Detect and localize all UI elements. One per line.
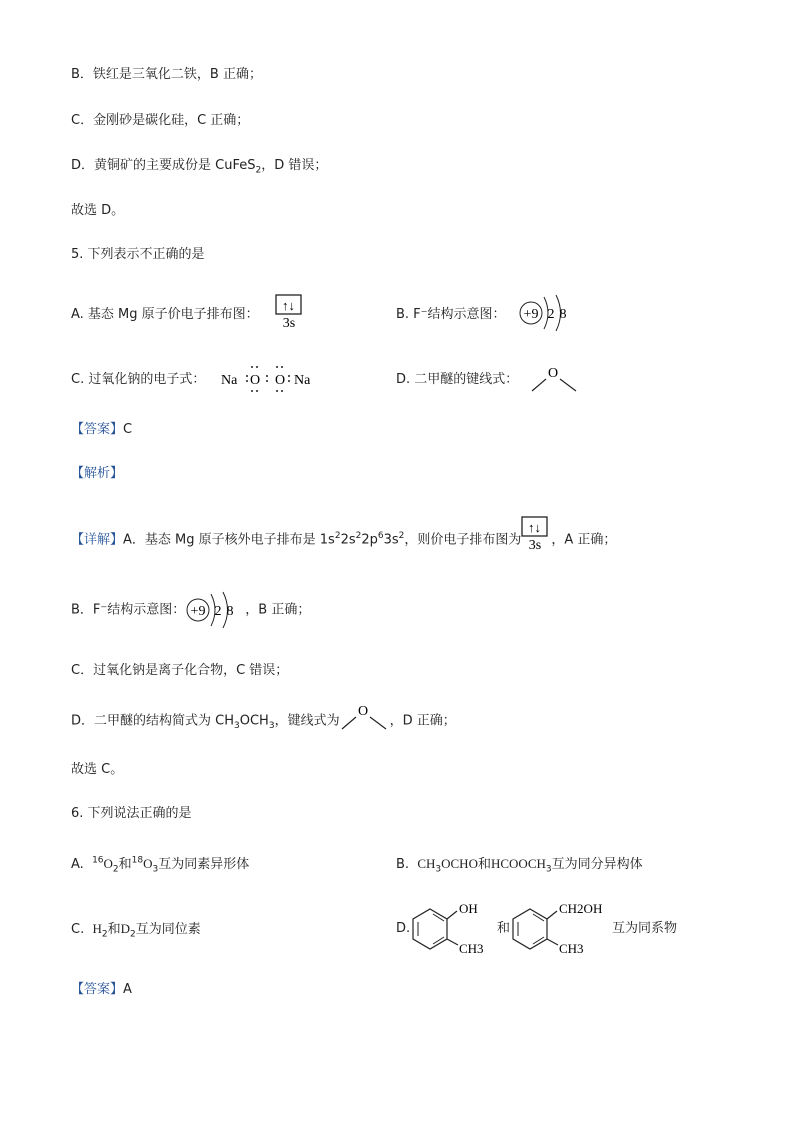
q6-stem: 6. 下列说法正确的是 <box>71 806 192 821</box>
svg-text:Na: Na <box>221 373 238 388</box>
q6-option-b: B. $CH_3OCHO$和$HCOOCH_3$互为同分异构体 <box>396 856 643 875</box>
q5-detail-d: D．二甲醚的结构简式为 $CH_3OCH_3$，键线式为 O ，D 正确； <box>71 704 456 732</box>
q5-detail-c: C．过氧化钠是离子化合物，C 错误； <box>71 663 289 678</box>
svg-text:+9: +9 <box>190 604 206 619</box>
svg-text:CH2OH: CH2OH <box>559 901 603 916</box>
q6-option-c: C. $H_2$和$D_2$互为同位素 <box>71 921 201 940</box>
svg-text:OH: OH <box>459 901 478 916</box>
svg-text:3s: 3s <box>529 538 542 553</box>
svg-text:2: 2 <box>547 307 555 322</box>
q5-detail-b: B．F⁻结构示意图： +9 2 8 ，B 正确； <box>71 601 310 625</box>
orbital-diagram-icon <box>275 294 305 330</box>
svg-text:CH3: CH3 <box>559 941 584 955</box>
svg-text:↑↓: ↑↓ <box>528 520 542 535</box>
svg-text:3s: 3s <box>282 316 296 330</box>
ether-skeletal-icon <box>530 365 580 393</box>
q5-stem: 5. 下列表示不正确的是 <box>71 247 205 262</box>
q5-conclusion: 故选 C。 <box>71 762 124 777</box>
svg-text:O: O <box>547 366 559 381</box>
o-cresol-structure-icon <box>410 899 510 955</box>
electron-formula-icon <box>221 365 321 393</box>
ion-structure-icon <box>518 292 578 332</box>
svg-text:8: 8 <box>559 307 567 322</box>
svg-text:+9: +9 <box>523 307 539 322</box>
svg-text:O: O <box>275 373 286 388</box>
q5-detail-a: 【详解】A．基态 Mg 原子核外电子排布是 $1s^22s^22p^63s^2$，则价电子排布图为 ↑↓ 3s ，A 正确； <box>71 526 616 556</box>
svg-text:8: 8 <box>226 604 234 619</box>
prev-conclusion: 故选 D。 <box>71 203 125 218</box>
q5-answer: 【答案】C <box>71 422 133 437</box>
q5-option-b: B. F⁻结构示意图： +9 2 8 <box>396 298 506 334</box>
q5-analysis-tag: 【解析】 <box>71 466 124 481</box>
svg-text:Na: Na <box>294 373 311 388</box>
ion-structure-icon <box>185 589 245 631</box>
svg-text:O: O <box>250 373 261 388</box>
orbital-diagram-icon <box>521 516 551 554</box>
q6-option-d: D. OH CH3 和 CH2OH CH3 互为同系物 <box>396 901 678 955</box>
benzyl-alcohol-structure-icon <box>510 899 610 955</box>
prev-option-b: B．铁红是三氧化二铁，B 正确； <box>71 67 262 82</box>
svg-text:2: 2 <box>214 604 222 619</box>
prev-option-c: C．金刚砂是碳化硅，C 正确； <box>71 113 250 128</box>
prev-option-d: D．黄铜矿的主要成份是 CuFeS$_2$，D 错误； <box>71 158 328 176</box>
svg-text:CH3: CH3 <box>459 941 484 955</box>
q6-answer: 【答案】A <box>71 982 132 997</box>
q5-option-c: C. 过氧化钠的电子式： Na O O Na <box>71 371 205 395</box>
ether-skeletal-icon <box>340 703 390 731</box>
svg-text:O: O <box>357 704 368 719</box>
q6-option-a: A. $^{16}O_2$和$^{18}O_3$互为同素异形体 <box>71 855 250 875</box>
svg-text:↑↓: ↑↓ <box>282 298 295 313</box>
q5-option-d: D. 二甲醚的键线式： O <box>396 371 518 395</box>
q5-option-a: A. 基态 Mg 原子价电子排布图： ↑↓ 3s <box>71 298 259 334</box>
